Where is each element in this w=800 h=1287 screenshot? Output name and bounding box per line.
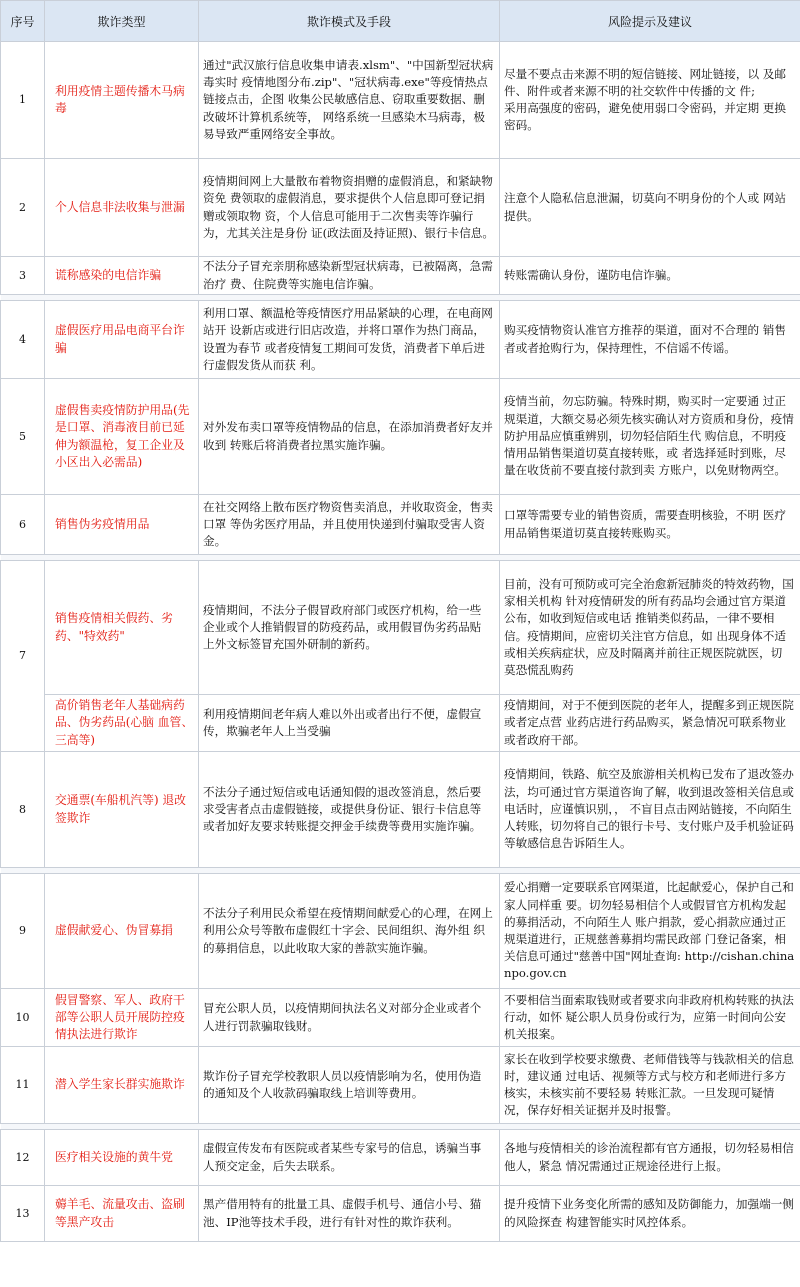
risk-advice: 爱心捐赠一定要联系官网渠道，比起献爱心，保护自己和家人同样重 要。切勿轻易相信个人或假冒官方机构发起的募捐活动，不向陌生人 账户捐款，爱心捐款应通过正规渠道进行，正规慈善募捐均需民政部 门登记备案，相关信息可通过"慈善中国"网址查询: http://cishan.chinanpo.gov.cn <box>500 874 800 989</box>
fraud-mode: 利用口罩、额温枪等疫情医疗用品紧缺的心理，在电商网站开 设新店或进行旧店改造，并将口罩作为热门商品，设置为春节 或者疫情复工期间可发货，消费者下单后进行虚假发货从而获 利。 <box>199 301 500 379</box>
fraud-type: 潜入学生家长群实施欺诈 <box>45 1047 199 1124</box>
row-number: 1 <box>1 42 45 159</box>
table-row <box>1 159 800 257</box>
fraud-type: 销售伪劣疫情用品 <box>45 495 199 555</box>
fraud-mode: 对外发布卖口罩等疫情物品的信息，在添加消费者好友并收到 转账后将消费者拉黑实施诈骗。 <box>199 379 500 495</box>
fraud-mode: 虚假宣传发布有医院或者某些专家号的信息，诱骗当事 人预交定金，后失去联系。 <box>199 1130 500 1186</box>
fraud-mode: 通过"武汉旅行信息收集申请表.xlsm"、"中国新型冠状病毒实时 疫情地图分布.zip"、"冠状病毒.exe"等疫情热点链接点击，企图 收集公民敏感信息、窃取重要数据、删改破坏计算机系统等， 网络系统一旦感染木马病毒，极易导致严重网络安全事故。 <box>199 42 500 159</box>
risk-advice: 口罩等需要专业的销售资质，需要查明核验，不明 医疗用品销售渠道切莫直接转账购买。 <box>500 495 800 555</box>
fraud-type: 利用疫情主题传播木马病毒 <box>45 42 199 159</box>
fraud-type: 假冒警察、军人、政府干部等公职人员开展防控疫情执法进行欺诈 <box>45 989 199 1047</box>
fraud-type: 个人信息非法收集与泄漏 <box>45 159 199 257</box>
fraud-type: 医疗相关设施的黄牛党 <box>45 1130 199 1186</box>
table-header-row <box>1 1 800 42</box>
fraud-type: 薅羊毛、流量攻击、盗刷等黑产攻击 <box>45 1186 199 1242</box>
header-no: 序号 <box>1 1 45 42</box>
table-row <box>1 301 800 379</box>
fraud-type: 交通票(车船机汽等) 退改签欺诈 <box>45 752 199 868</box>
table-row <box>1 874 800 989</box>
fraud-type: 虚假售卖疫情防护用品(先是口罩、消毒液目前已延伸为额温枪，复工企业及小区出入必需品) <box>45 379 199 495</box>
risk-advice: 注意个人隐私信息泄漏，切莫向不明身份的个人或 网站提供。 <box>500 159 800 257</box>
row-number: 11 <box>1 1047 45 1124</box>
row-number: 7 <box>1 561 45 752</box>
fraud-mode: 黑产借用特有的批量工具、虚假手机号、通信小号、猫 池、IP池等技术手段，进行有针对性的欺诈获利。 <box>199 1186 500 1242</box>
fraud-type: 销售疫情相关假药、劣药、"特效药" <box>45 561 199 695</box>
header-mode: 欺诈模式及手段 <box>199 1 500 42</box>
risk-advice: 不要相信当面索取钱财或者要求向非政府机构转账的执法行动，如怀 疑公职人员身份或行为，应第一时间向公安机关报案。 <box>500 989 800 1047</box>
table-row <box>1 42 800 159</box>
risk-advice: 提升疫情下业务变化所需的感知及防御能力，加强端一侧的风险探查 构建智能实时风控体系。 <box>500 1186 800 1242</box>
row-number: 6 <box>1 495 45 555</box>
table-row <box>1 257 800 295</box>
row-number: 5 <box>1 379 45 495</box>
fraud-mode: 在社交网络上散布医疗物资售卖消息，并收取资金，售卖口罩 等伪劣医疗用品，并且使用快递到付骗取受害人资金。 <box>199 495 500 555</box>
row-number: 12 <box>1 1130 45 1186</box>
row-number: 13 <box>1 1186 45 1242</box>
table-row <box>1 1186 800 1242</box>
risk-advice: 购买疫情物资认准官方推荐的渠道，面对不合理的 销售者或者抢购行为，保持理性，不信谣不传谣。 <box>500 301 800 379</box>
risk-advice: 尽量不要点击来源不明的短信链接、网址链接，以 及邮件、附件或者来源不明的社交软件中传播的文 件; 采用高强度的密码，避免使用弱口令密码，并定期 更换密码。 <box>500 42 800 159</box>
table-row <box>1 695 800 752</box>
fraud-mode: 疫情期间，不法分子假冒政府部门或医疗机构，给一些 企业或个人推销假冒的防疫药品，或用假冒伪劣药品贴 上外文标签冒充国外研制的新药。 <box>199 561 500 695</box>
row-number: 2 <box>1 159 45 257</box>
table-row <box>1 1047 800 1124</box>
fraud-mode: 疫情期间网上大量散布着物资捐赠的虚假消息，和紧缺物资免 费领取的虚假消息，要求提供个人信息即可登记捐赠或领取物 资，个人信息可能用于二次售卖等诈骗行为，尤其关注是身份 证(政法面及持证照)、银行卡信息。 <box>199 159 500 257</box>
fraud-mode: 冒充公职人员，以疫情期间执法名义对部分企业或者个 人进行罚款骗取钱财。 <box>199 989 500 1047</box>
fraud-mode: 欺诈份子冒充学校教职人员以疫情影响为名，使用伪造 的通知及个人收款码骗取线上培训等费用。 <box>199 1047 500 1124</box>
table-row <box>1 1130 800 1186</box>
row-number: 8 <box>1 752 45 868</box>
table-row <box>1 561 800 695</box>
row-number: 4 <box>1 301 45 379</box>
fraud-type: 虚假献爱心、伪冒募捐 <box>45 874 199 989</box>
risk-advice: 各地与疫情相关的诊治流程都有官方通报，切勿轻易相信他人，紧急 情况需通过正规途径进行上报。 <box>500 1130 800 1186</box>
row-number: 10 <box>1 989 45 1047</box>
row-number: 3 <box>1 257 45 295</box>
fraud-mode: 利用疫情期间老年病人难以外出或者出行不便，虚假宣 传，欺骗老年人上当受骗 <box>199 695 500 752</box>
risk-advice: 转账需确认身份，谨防电信诈骗。 <box>500 257 800 295</box>
risk-advice: 家长在收到学校要求缴费、老师借钱等与钱款相关的信息时，建议通 过电话、视频等方式与校方和老师进行多方核实，未核实前不要轻易 转账汇款。一旦发现可疑情况，保存好相关证据并及时报警。 <box>500 1047 800 1124</box>
header-type: 欺诈类型 <box>45 1 199 42</box>
table-row <box>1 752 800 868</box>
fraud-mode: 不法分子利用民众希望在疫情期间献爱心的心理，在网上利用公众号等散布虚假红十字会、民间组织、海外组 织的募捐信息，以此收取大家的善款实施诈骗。 <box>199 874 500 989</box>
risk-advice: 疫情当前，勿忘防骗。特殊时期，购买时一定要通 过正规渠道，大额交易必须先核实确认对方资质和身份，疫情防护用品应慎重辨别，切勿轻信陌生代 购信息，不明疫情用品销售渠道切莫直接转账，或 者选择延时到账，尽量在收货前不要直接付款到卖 方账户，以免财物两空。 <box>500 379 800 495</box>
header-risk: 风险提示及建议 <box>500 1 800 42</box>
table-row <box>1 379 800 495</box>
fraud-type: 高价销售老年人基础病药品、伪劣药品(心脑 血管、三高等) <box>45 695 199 752</box>
table-row <box>1 989 800 1047</box>
fraud-mode: 不法分子通过短信或电话通知假的退改签消息，然后要 求受害者点击虚假链接，或提供身份证、银行卡信息等 或者加好友要求转账提交押金手续费等费用实施诈骗。 <box>199 752 500 868</box>
fraud-mode: 不法分子冒充亲朋称感染新型冠状病毒，已被隔离，急需治疗 费、住院费等实施电信诈骗。 <box>199 257 500 295</box>
fraud-type: 虚假医疗用品电商平台诈骗 <box>45 301 199 379</box>
row-number: 9 <box>1 874 45 989</box>
table-row <box>1 495 800 555</box>
fraud-type: 谎称感染的电信诈骗 <box>45 257 199 295</box>
risk-advice: 疫情期间，铁路、航空及旅游相关机构已发布了退改签办法，均可通过官方渠道咨询了解，收到退改签相关信息或电话时，应谨慎识别，， 不盲目点击网站链接，不向陌生人转账，切勿将自己的银行卡号、支付账户及手机验证码等敏感信息告诉陌生人。 <box>500 752 800 868</box>
risk-advice: 疫情期间，对于不便到医院的老年人，提醒多到正规医院或者定点营 业药店进行药品购买，紧急情况可联系物业或者政府干部。 <box>500 695 800 752</box>
risk-advice: 目前，没有可预防或可完全治愈新冠肺炎的特效药物，国家相关机构 针对疫情研发的所有药品均会通过官方渠道公布，如收到短信或电话 推销类似药品，一律不要相信。疫情期间，应密切关注官方信息，如 出现身体不适或相关疾病症状，应及时隔离并前往正规医院就医，切 莫恐慌乱购药 <box>500 561 800 695</box>
